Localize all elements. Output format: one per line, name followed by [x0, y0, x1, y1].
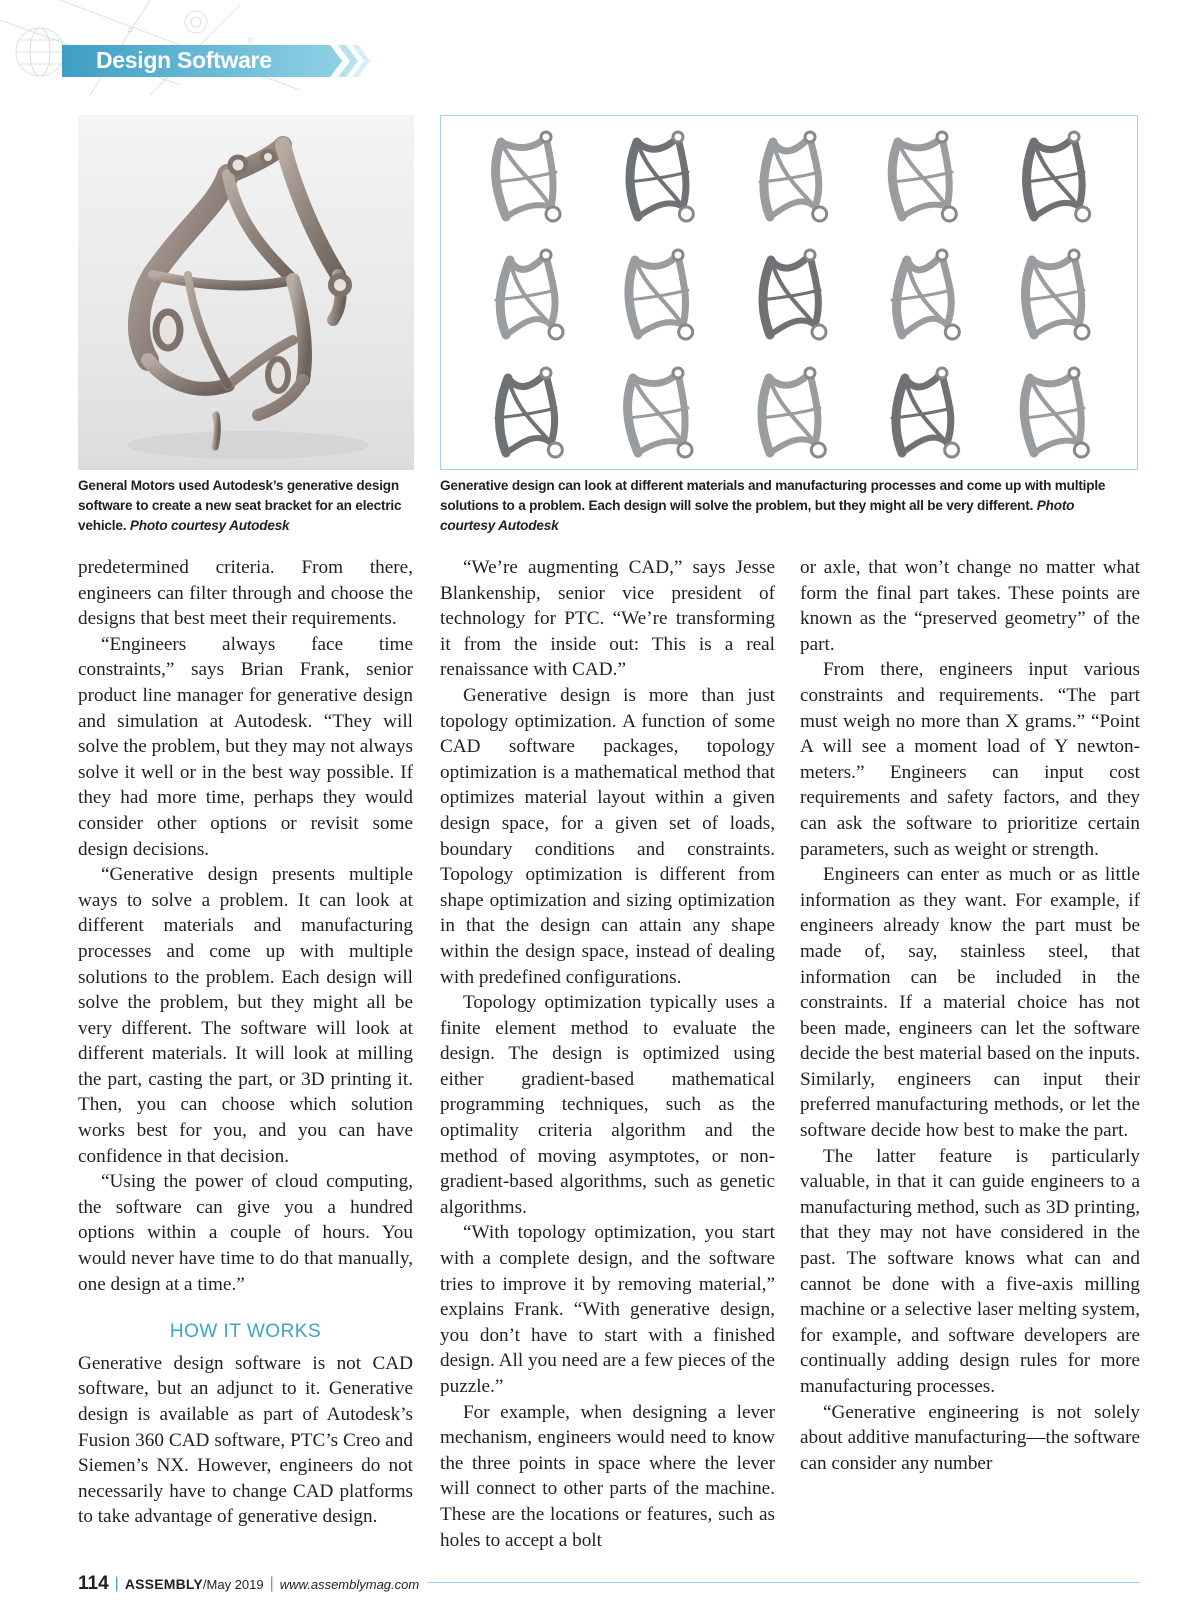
bracket-variant-thumbnail	[593, 358, 725, 476]
bracket-variant-thumbnail	[989, 122, 1121, 240]
divider: |	[269, 1575, 274, 1592]
photo-credit: Photo courtesy Autodesk	[440, 498, 1075, 533]
figure-caption-left	[78, 476, 418, 536]
bracket-variant-thumbnail	[593, 240, 725, 358]
bracket-variant-thumbnail	[461, 122, 593, 240]
paragraph: or axle, that won’t change no matter what form the final part takes. These points are known as the “preserved geometry” of the part.	[800, 557, 1140, 655]
paragraph: “Generative design presents multiple ways to solve a problem. It can look at different materials and manufacturing processes and come up with multiple solutions to the problem. Each design will solve the problem, but they might all be very different. The software will look at different materials. It will look at milling the part, casting the part, or 3D printing it. Then, you can choose which solution works best for you, and you can have confidence in that decision.	[78, 864, 413, 1167]
bracket-variant-thumbnail	[989, 240, 1121, 358]
photo-credit: Photo courtesy Autodesk	[129, 518, 290, 533]
page-footer	[78, 1573, 427, 1595]
bracket-variant-thumbnail	[461, 358, 593, 476]
bracket-variant-thumbnail	[857, 358, 989, 476]
section-label: Design Software	[96, 47, 272, 73]
paragraph: “With topology optimization, you start with a complete design, and the software tries to improve it by removing material,” explains Frank. “With generative design, you don’t have to start with a finished design. All you need are a few pieces of the puzzle.”	[440, 1222, 775, 1397]
paragraph: Generative design software is not CAD software, but an adjunct to it. Generative design is available as part of Autodesk’s Fusion 360 CAD software, PTC’s Creo and Siemen’s NX. However, engineers do not necessarily have to change CAD platforms to take advantage of generative design.	[78, 1352, 413, 1528]
paragraph: For example, when designing a lever mechanism, engineers would need to know the three points in space where the lever will connect to other parts of the machine. These are the locations or features, such as holes to accept a bolt	[440, 1401, 775, 1551]
paragraph: From there, engineers input various constraints and requirements. “The part must weigh no more than X grams.” “Point A will see a moment load of Y newton-meters.” Engineers can input cost requirements and safety factors, and they can ask the software to prioritize certain parameters, such as weight or strength.	[800, 659, 1140, 860]
caption-text: Generative design can look at different materials and manufacturing processes and come up with multiple solutions to a problem. Each design will solve the problem, but they might all be very different.	[440, 478, 1106, 513]
page-number: 114	[78, 1573, 109, 1594]
paragraph: The latter feature is particularly valuable, in that it can guide engineers to a manufacturing method, such as 3D printing, that they may not have considered in the past. The software knows what can and cannot be done with a five-axis milling machine or a selective laser melting system, for example, and software developers are continually adding design rules for more manufacturing processes.	[800, 1145, 1140, 1397]
seat-bracket-photo	[78, 115, 414, 470]
paragraph: “Generative engineering is not solely about additive manufacturing—the software can consider any number	[800, 1401, 1140, 1474]
bracket-variant-thumbnail	[725, 240, 857, 358]
issue-date: /May 2019	[202, 1577, 264, 1592]
paragraph: Topology optimization typically uses a finite element method to evaluate the design. The design is optimized using either gradient-based mathematical programming techniques, such as the optimality criteria algorithm and the method of moving asymptotes, or non-gradient-based algorithms, such as genetic algorithms.	[440, 992, 775, 1218]
figure-caption-right	[440, 476, 1130, 536]
paragraph: “We’re augmenting CAD,” says Jesse Blankenship, senior vice president of technology for PTC. “We’re transforming it from the inside out: This is a real renaissance with CAD.”	[440, 557, 775, 681]
generative-variants-photo	[440, 115, 1138, 470]
paragraph: Engineers can enter as much or as little information as they want. For example, if engineers already know the part must be made of, say, stainless steel, that information can be included in the constraints. If a material choice has not been made, engineers can let the software decide the best material based on the inputs. Similarly, engineers can input their preferred manufacturing methods, or let the software decide how best to make the part.	[800, 864, 1140, 1142]
article-column-3	[800, 555, 1140, 1476]
bracket-variant-thumbnail	[857, 122, 989, 240]
bracket-variant-thumbnail	[725, 122, 857, 240]
article-column-1	[78, 555, 413, 1530]
divider: |	[114, 1575, 119, 1592]
bracket-variant-thumbnail	[593, 122, 725, 240]
bracket-variant-thumbnail	[989, 358, 1121, 476]
article-column-2	[440, 555, 775, 1553]
subheading: HOW IT WORKS	[169, 1321, 322, 1343]
paragraph: Generative design is more than just topology optimization. A function of some CAD software packages, topology optimization is a mathematical method that optimizes material layout within a given design space, for a given set of loads, boundary conditions and constraints. Topology optimization is different from shape optimization and sizing optimization in that the design can attain any shape within the design space, instead of dealing with predefined configurations.	[440, 684, 775, 988]
bracket-variant-thumbnail	[725, 358, 857, 476]
paragraph: “Using the power of cloud computing, the software can give you a hundred options within a couple of hours. You would never have time to do that manually, one design at a time.”	[78, 1171, 413, 1295]
section-header	[0, 0, 420, 100]
bracket-variant-thumbnail	[461, 240, 593, 358]
paragraph: predetermined criteria. From there, engineers can filter through and choose the designs that best meet their requirements.	[78, 557, 413, 630]
caption-text: General Motors used Autodesk’s generative design software to create a new seat bracket for an electric vehicle.	[78, 478, 402, 533]
magazine-name: ASSEMBLY	[124, 1576, 203, 1592]
bracket-variant-thumbnail	[857, 240, 989, 358]
paragraph: “Engineers always face time constraints,” says Brian Frank, senior product line manager for generative design and simulation at Autodesk. “They will solve the problem, but they may not always solve it well or in the best way possible. If they had more time, perhaps they would consider other options or revisit some design decisions.	[78, 633, 413, 860]
website-link[interactable]: www.assemblymag.com	[279, 1576, 420, 1592]
